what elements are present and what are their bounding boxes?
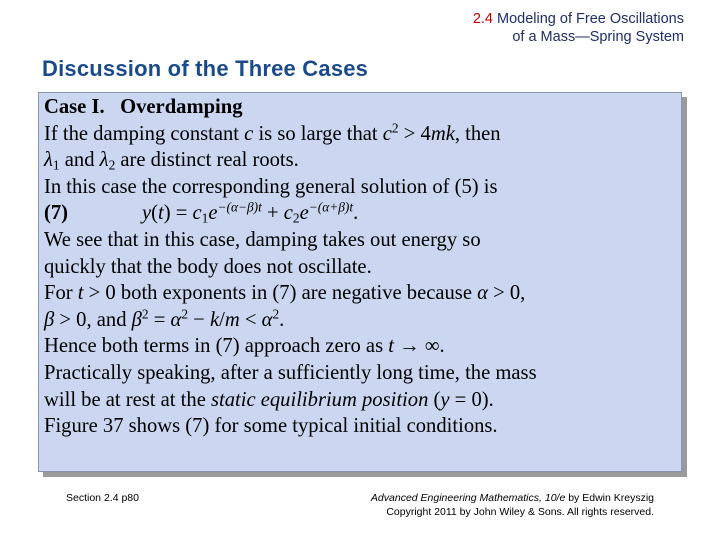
section-header [473,10,684,46]
text-segment: , then [454,122,501,145]
math-var-c: c [244,122,254,145]
math-var-y: y [142,202,152,225]
text-segment: ( [151,202,158,225]
text-segment: If the damping constant [44,122,245,145]
math-beta: β [44,308,55,331]
math-alpha: α [261,308,273,331]
math-var-e: e [208,202,218,225]
math-var-mk: mk [430,122,455,145]
text-line-11: Practically speaking, after a sufficiently long time, the mass [44,361,537,384]
text-segment: will be at rest at the [44,388,211,411]
math-var-c: c [283,202,293,225]
math-var-t: t [77,282,84,305]
math-subscript: 2 [292,210,300,226]
text-line-12 [44,387,684,414]
text-segment: < [239,308,262,331]
math-var-t: t [388,335,394,358]
footer-copyright [371,491,654,519]
math-superscript: 2 [272,306,280,322]
text-segment: > 0, and [54,308,132,331]
text-segment: / [219,308,225,331]
copyright-line: Copyright 2011 by John Wiley & Sons. All rights reserved. [386,506,654,518]
book-author: by Edwin Kreyszig [565,492,654,504]
math-var-c: c [382,122,392,145]
footer-book-line [371,491,654,505]
text-segment: = 0). [449,388,494,411]
math-exponent: −(α+β)t [308,200,354,216]
text-line-9 [44,307,684,334]
static-equilibrium-term: static equilibrium position [210,388,429,411]
math-var-c: c [192,202,202,225]
text-segment: > 0, [487,282,526,305]
case-heading [44,94,684,121]
text-line-8 [44,280,684,307]
math-var-m: m [224,308,240,331]
text-segment: + [261,202,284,225]
section-title-line1: Modeling of Free Oscillations [497,11,684,27]
text-segment: Hence both terms in (7) approach zero as [44,335,389,358]
math-lambda: λ [99,149,109,172]
text-line-7: quickly that the body does not oscillate. [44,255,372,278]
footer-section-ref: Section 2.4 p80 [66,492,139,504]
case-label: Case I. [44,96,105,118]
math-var-y: y [440,388,450,411]
text-line-6: We see that in this case, damping takes out energy so [44,228,481,251]
math-subscript: 1 [201,210,209,226]
text-segment: > 0 both exponents in (7) are negative because [83,282,478,305]
text-segment: are distinct real roots. [115,149,299,172]
text-line-10 [44,333,684,360]
equation-7 [44,200,684,227]
case-name: Overdamping [120,96,243,118]
text-segment: is so large that [253,122,383,145]
math-var-e: e [299,202,309,225]
text-segment: For [44,282,78,305]
text-line-13: Figure 37 shows (7) for some typical initial conditions. [44,415,498,438]
content-body [44,94,684,440]
math-lambda: λ [44,149,53,172]
math-exponent: −(α−β)t [217,200,262,216]
text-segment: . [353,202,359,225]
math-subscript: 2 [108,157,116,173]
math-arrow-infinity: → ∞. [393,335,445,358]
text-segment: and [59,149,100,172]
section-header-line1 [473,10,684,28]
section-number: 2.4 [472,11,493,27]
math-superscript: 2 [141,306,149,322]
text-segment: > 4 [398,122,431,145]
equation-label: (7) [44,202,69,225]
text-segment: = [148,308,171,331]
text-line-2 [44,121,684,148]
math-var-k: k [209,308,220,331]
text-line-3 [44,147,684,174]
math-var-t: t [158,202,164,225]
math-subscript: 1 [52,157,60,173]
book-title: Advanced Engineering Mathematics, 10/e [370,492,566,504]
text-line-4: In this case the corresponding general solution of (5) is [44,175,498,198]
math-superscript: 2 [391,120,399,136]
section-title-line2: of a Mass—Spring System [512,29,684,45]
math-superscript: 2 [181,306,189,322]
slide-title: Discussion of the Three Cases [42,56,369,81]
math-alpha: α [170,308,182,331]
text-segment: . [279,308,285,331]
math-beta: β [131,308,142,331]
text-segment: ) = [163,202,193,225]
math-alpha: α [477,282,488,305]
text-segment: − [188,308,210,331]
text-segment: ( [428,388,441,411]
